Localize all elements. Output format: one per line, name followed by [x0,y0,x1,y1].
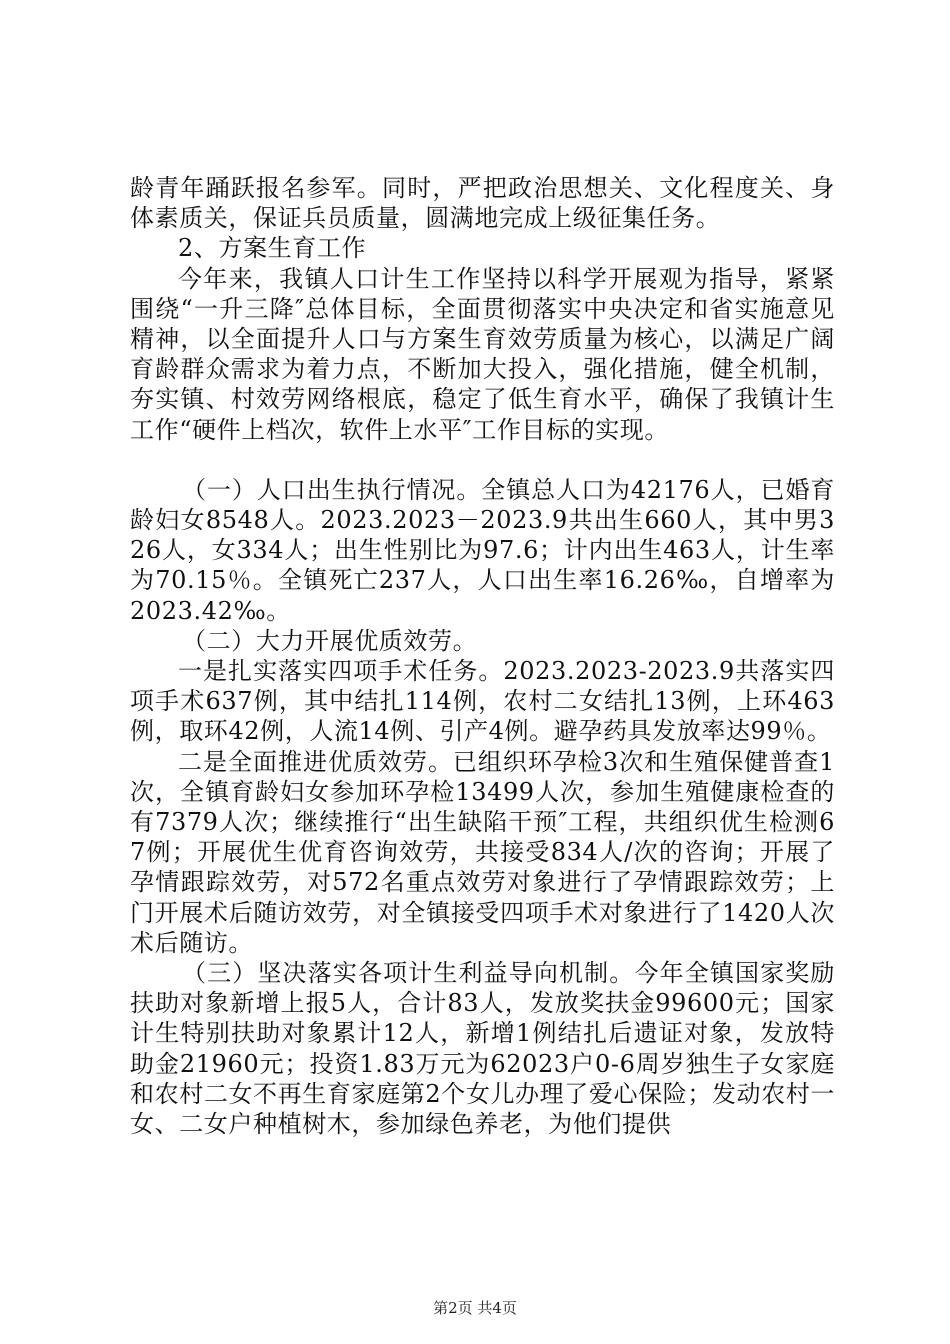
section-heading-family-planning: 2、方案生育工作 [178,234,367,263]
document-body [130,173,835,1139]
subheading-quality-service: （二）大力开展优质效劳。 [182,626,478,655]
page-number-footer: 第2页 共4页 [433,1299,517,1317]
paragraph-spacer [130,445,835,475]
paragraph-military-recruitment: 龄青年踊跃报名参军。同时，严把政治思想关、文化程度关、身体素质关，保证兵员质量，圆满地完成上级征集任务。 [130,174,835,233]
paragraph-four-surgeries: 一是扎实落实四项手术任务。2023.2023-2023.9共落实四项手术637例，其中结扎114例，农村二女结扎13例，上环463例，取环42例，人流14例、引产4例。避孕药具发放率达99％。 [130,657,835,746]
paragraph-population-births: （一）人口出生执行情况。全镇总人口为42176人，已婚育龄妇女8548人。2023.2023－2023.9共出生660人，其中男326人，女334人；出生性别比为97.6；计内出生463人，计生率为70.15％。全镇死亡237人，人口出生率16.26‰，自增率为2023.42‰。 [130,475,835,625]
paragraph-quality-service-promotion: 二是全面推进优质效劳。已组织环孕检3次和生殖保健普查1次，全镇育龄妇女参加环孕检13499人次，参加生殖健康检查的有7379人次；继续推行“出生缺陷干预″工程，共组织优生检测67例；开展优生优育咨询效劳，共接受834人/次的咨询；开展了孕情跟踪效劳，对572名重点效劳对象进行了孕情跟踪效劳；上门开展术后随访效劳，对全镇接受四项手术对象进行了1420人次术后随访。 [130,747,835,957]
paragraph-family-planning-overview: 今年来，我镇人口计生工作坚持以科学开展观为指导，紧紧围绕“一升三降″总体目标，全面贯彻落实中央决定和省实施意见精神，以全面提升人口与方案生育效劳质量为核心，以满足广阔育龄群众需求为着力点，不断加大投入，强化措施，健全机制，夯实镇、村效劳网络根底，稳定了低生育水平，确保了我镇计生工作“硬件上档次，软件上水平″工作目标的实现。 [130,264,835,444]
paragraph-incentive-mechanism: （三）坚决落实各项计生利益导向机制。今年全镇国家奖励扶助对象新增上报5人，合计83人，发放奖扶金99600元；国家计生特别扶助对象累计12人，新增1例结扎后遗证对象，发放特助金21960元；投资1.83万元为62023户0-6周岁独生子女家庭和农村二女不再生育家庭第2个女儿办理了爱心保险；发动农村一女、二女户种植树木，参加绿色养老，为他们提供 [130,959,835,1139]
